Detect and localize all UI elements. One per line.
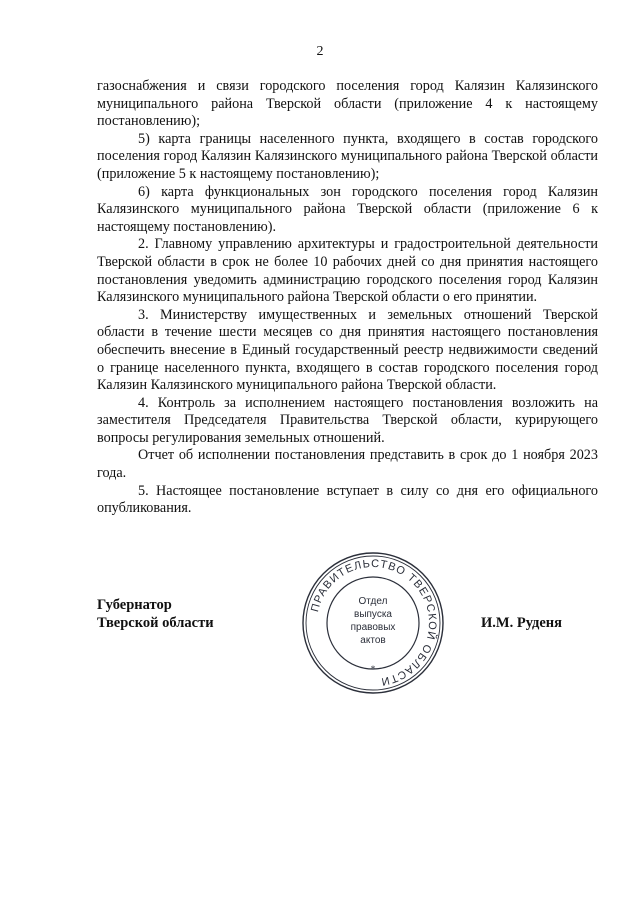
stamp-inner-line3: правовых <box>350 622 396 633</box>
signature-name: И.М. Руденя <box>481 615 563 631</box>
stamp-inner-line4: актов <box>360 635 386 646</box>
signature-title-line2: Тверской области <box>97 615 214 631</box>
signature-title-line1: Губернатор <box>97 597 172 613</box>
page-number: 2 <box>316 44 324 59</box>
stamp-inner-line2: выпуска <box>354 609 392 620</box>
official-stamp <box>300 550 446 696</box>
paragraph-item-4-continuation: газоснабжения и связи городского поселения город Калязин Калязинского муниципального района Тверской области (приложение 4 к настоящему постановлению); <box>97 78 598 130</box>
paragraph-clause-2: 2. Главному управлению архитектуры и градостроительной деятельности Тверской области в срок не более 10 рабочих дней со дня принятия настоящего постановления уведомить администрацию городского поселения город Калязин Калязинского муниципального района Тверской области о его принятии. <box>97 236 598 306</box>
paragraph-item-6: 6) карта функциональных зон городского поселения город Калязин Калязинского муниципального района Тверской области (приложение 6 к настоящему постановлению). <box>97 183 598 235</box>
stamp-star: * <box>370 664 376 674</box>
paragraph-report-deadline: Отчет об исполнении постановления представить в срок до 1 ноября 2023 года. <box>97 447 598 482</box>
paragraph-clause-4: 4. Контроль за исполнением настоящего постановления возложить на заместителя Председателя Правительства Тверской области, курирующего вопросы регулирования земельных отношений. <box>97 394 598 446</box>
document-body <box>97 78 598 518</box>
paragraph-item-5: 5) карта границы населенного пункта, входящего в состав городского поселения город Калязин Калязинского муниципального района Тверской области (приложение 5 к настоящему постановлению); <box>97 130 598 182</box>
stamp-ring-text: ПРАВИТЕЛЬСТВО ТВЕРСКОЙ ОБЛАСТИ <box>309 557 439 688</box>
paragraph-clause-3: 3. Министерству имущественных и земельных отношений Тверской области в течение шести месяцев со дня принятия настоящего постановления обеспечить внесение в Единый государственный реестр недвижимости сведений о границе населенного пункта, входящего в состав городского поселения город Калязин Калязинского муниципального района Тверской области. <box>97 306 598 394</box>
stamp-inner-line1: Отдел <box>358 596 388 607</box>
paragraph-clause-5: 5. Настоящее постановление вступает в силу со дня его официального опубликования. <box>97 482 598 517</box>
signature-title <box>97 596 214 632</box>
